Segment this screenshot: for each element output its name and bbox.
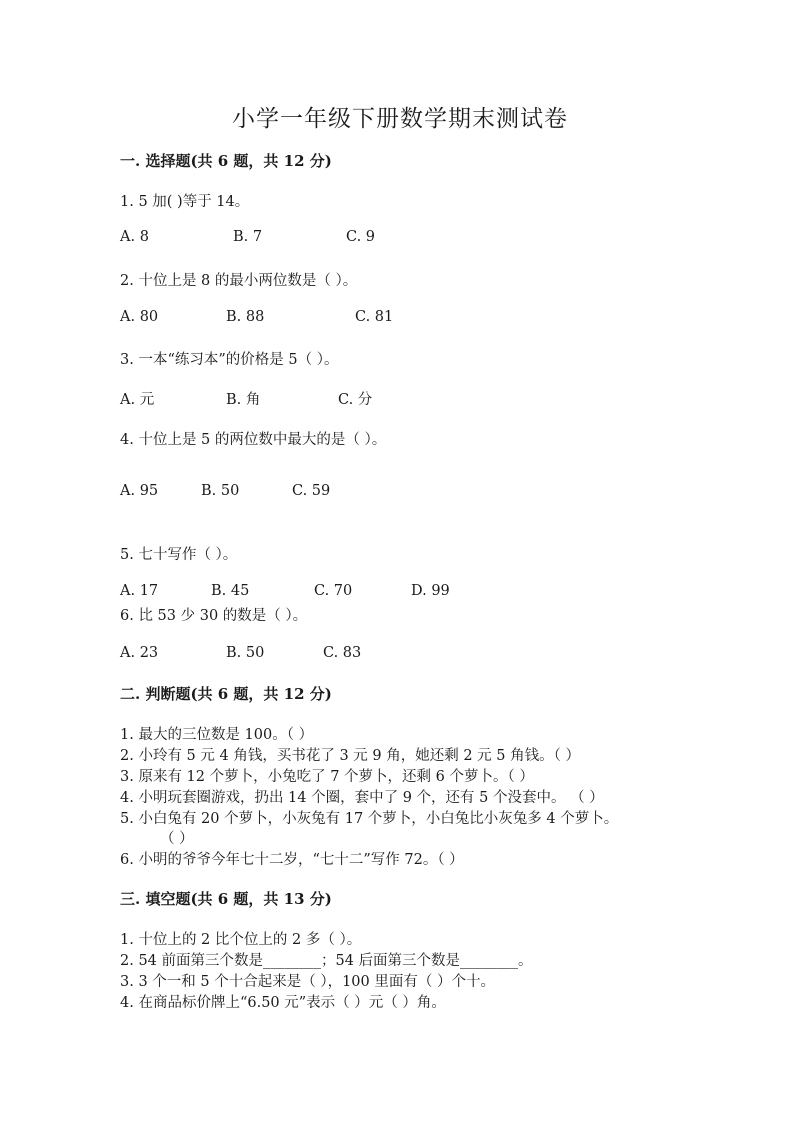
option-c: C. 9	[346, 229, 376, 245]
option-b: B. 45	[211, 583, 250, 599]
option-b: B. 50	[201, 483, 240, 499]
option-a: A. 80	[120, 309, 159, 325]
section-heading-choice: 一. 选择题(共 6 题，共 12 分)	[120, 152, 332, 170]
question-6: 6. 比 53 少 30 的数是（ ）。	[120, 608, 308, 624]
option-a: A. 8	[120, 229, 149, 245]
fill-2: 2. 54 前面第三个数是________；54 后面第三个数是________。	[120, 953, 533, 969]
option-d: D. 99	[411, 583, 450, 599]
option-c: C. 59	[292, 483, 331, 499]
judgement-2: 2. 小玲有 5 元 4 角钱，买书花了 3 元 9 角，她还剩 2 元 5 角钱。（ ）	[120, 748, 580, 764]
question-2: 2. 十位上是 8 的最小两位数是（ ）。	[120, 273, 358, 289]
judgement-5-blank: （ ）	[160, 831, 194, 847]
judgement-5: 5. 小白兔有 20 个萝卜，小灰兔有 17 个萝卜，小白兔比小灰兔多 4 个萝卜。	[120, 811, 619, 827]
option-b: B. 7	[233, 229, 263, 245]
option-a: A. 23	[120, 645, 159, 661]
section-heading-judgement: 二. 判断题(共 6 题，共 12 分)	[120, 685, 332, 703]
question-3: 3. 一本“练习本”的价格是 5（ ）。	[120, 352, 339, 368]
fill-1: 1. 十位上的 2 比个位上的 2 多（ ）。	[120, 932, 362, 948]
judgement-1: 1. 最大的三位数是 100。（ ）	[120, 727, 314, 743]
option-a: A. 95	[120, 483, 159, 499]
judgement-4: 4. 小明玩套圈游戏，扔出 14 个圈，套中了 9 个，还有 5 个没套中。 （ ）	[120, 790, 604, 806]
question-4: 4. 十位上是 5 的两位数中最大的是（ ）。	[120, 432, 387, 448]
fill-3: 3. 3 个一和 5 个十合起来是（ ），100 里面有（ ）个十。	[120, 974, 495, 990]
option-a: A. 元	[120, 392, 155, 408]
page-title: 小学一年级下册数学期末测试卷	[232, 106, 568, 132]
option-b: B. 50	[226, 645, 265, 661]
option-b: B. 角	[226, 392, 261, 408]
section-heading-fill: 三. 填空题(共 6 题，共 13 分)	[120, 890, 332, 908]
option-a: A. 17	[120, 583, 159, 599]
question-5: 5. 七十写作（ ）。	[120, 547, 238, 563]
option-c: C. 分	[338, 392, 373, 408]
option-c: C. 70	[314, 583, 353, 599]
judgement-6: 6. 小明的爷爷今年七十二岁，“七十二”写作 72。（ ）	[120, 852, 464, 868]
fill-4: 4. 在商品标价牌上“6.50 元”表示（ ）元（ ）角。	[120, 995, 446, 1011]
option-c: C. 81	[355, 309, 394, 325]
question-1: 1. 5 加( )等于 14。	[120, 194, 250, 210]
judgement-3: 3. 原来有 12 个萝卜，小兔吃了 7 个萝卜，还剩 6 个萝卜。（ ）	[120, 769, 534, 785]
option-c: C. 83	[323, 645, 362, 661]
option-b: B. 88	[226, 309, 265, 325]
